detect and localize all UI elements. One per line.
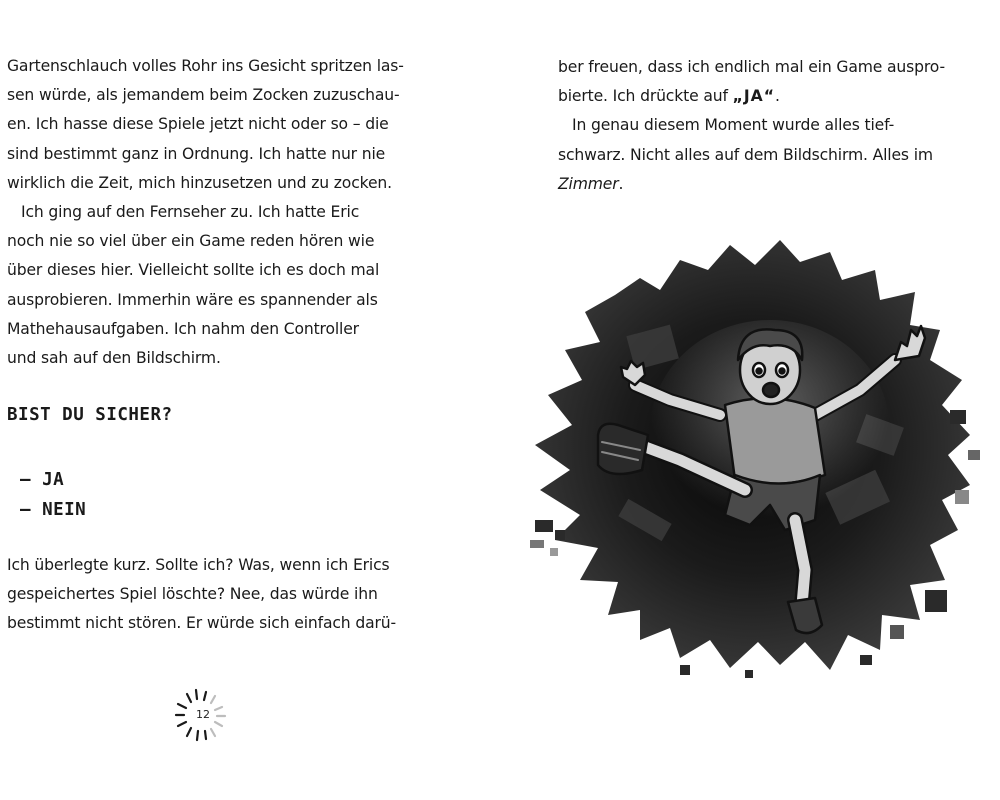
text-line: Mathehausaufgaben. Ich nahm den Controller [7, 319, 359, 338]
text-line: und sah auf den Bildschirm. [7, 349, 221, 368]
left-page [0, 0, 480, 800]
text-line: sen würde, als jemandem beim Zocken zuzuschau- [7, 86, 400, 105]
text-line: wirklich die Zeit, mich hinzusetzen und zu zocken. [7, 173, 392, 192]
text-line: schwarz. Nicht alles auf dem Bildschirm. Alles im [558, 145, 933, 164]
text-fragment: . [775, 87, 780, 106]
text-line: gespeichertes Spiel löschte? Nee, das würde ihn [7, 585, 378, 604]
text-line: Gartenschlauch volles Rohr ins Gesicht spritzen las- [7, 57, 404, 75]
text-line: noch nie so viel über ein Game reden hören wie [7, 232, 375, 251]
option-nein: – NEIN [20, 499, 87, 520]
text-line: Ich ging auf den Fernseher zu. Ich hatte Eric [21, 203, 360, 221]
text-line: Ich überlegte kurz. Sollte ich? Was, wenn ich Erics [7, 556, 390, 574]
text-fragment: bierte. Ich drückte auf [558, 87, 733, 106]
text-line: ausprobieren. Immerhin wäre es spannender als [7, 290, 378, 309]
text-line: ber freuen, dass ich endlich mal ein Game auspro- [558, 58, 945, 76]
game-prompt-heading: BIST DU SICHER? [7, 405, 173, 425]
italic-zimmer: Zimmer [558, 174, 619, 193]
falling-boy-illustration [530, 230, 980, 680]
page-number-badge [170, 686, 236, 746]
text-line: bestimmt nicht stören. Er würde sich einfach darü- [7, 614, 396, 633]
text-line: sind bestimmt ganz in Ordnung. Ich hatte nur nie [7, 144, 386, 163]
text-line: In genau diesem Moment wurde alles tief- [572, 116, 895, 135]
text-line: über dieses hier. Vielleicht sollte ich es doch mal [7, 261, 380, 280]
text-line [558, 82, 945, 111]
page-number: 12 [196, 708, 210, 721]
paragraph-freuen [558, 53, 945, 199]
paragraph-intro [7, 52, 404, 198]
game-options-list [20, 466, 86, 525]
text-fragment: . [618, 174, 624, 193]
emphasis-ja: „JA“ [732, 87, 775, 106]
paragraph-ueberlegte [7, 551, 396, 639]
paragraph-fernseher [7, 198, 379, 373]
text-line [558, 170, 945, 199]
option-ja: – JA [20, 470, 65, 490]
text-line: en. Ich hasse diese Spiele jetzt nicht oder so – die [7, 115, 389, 134]
